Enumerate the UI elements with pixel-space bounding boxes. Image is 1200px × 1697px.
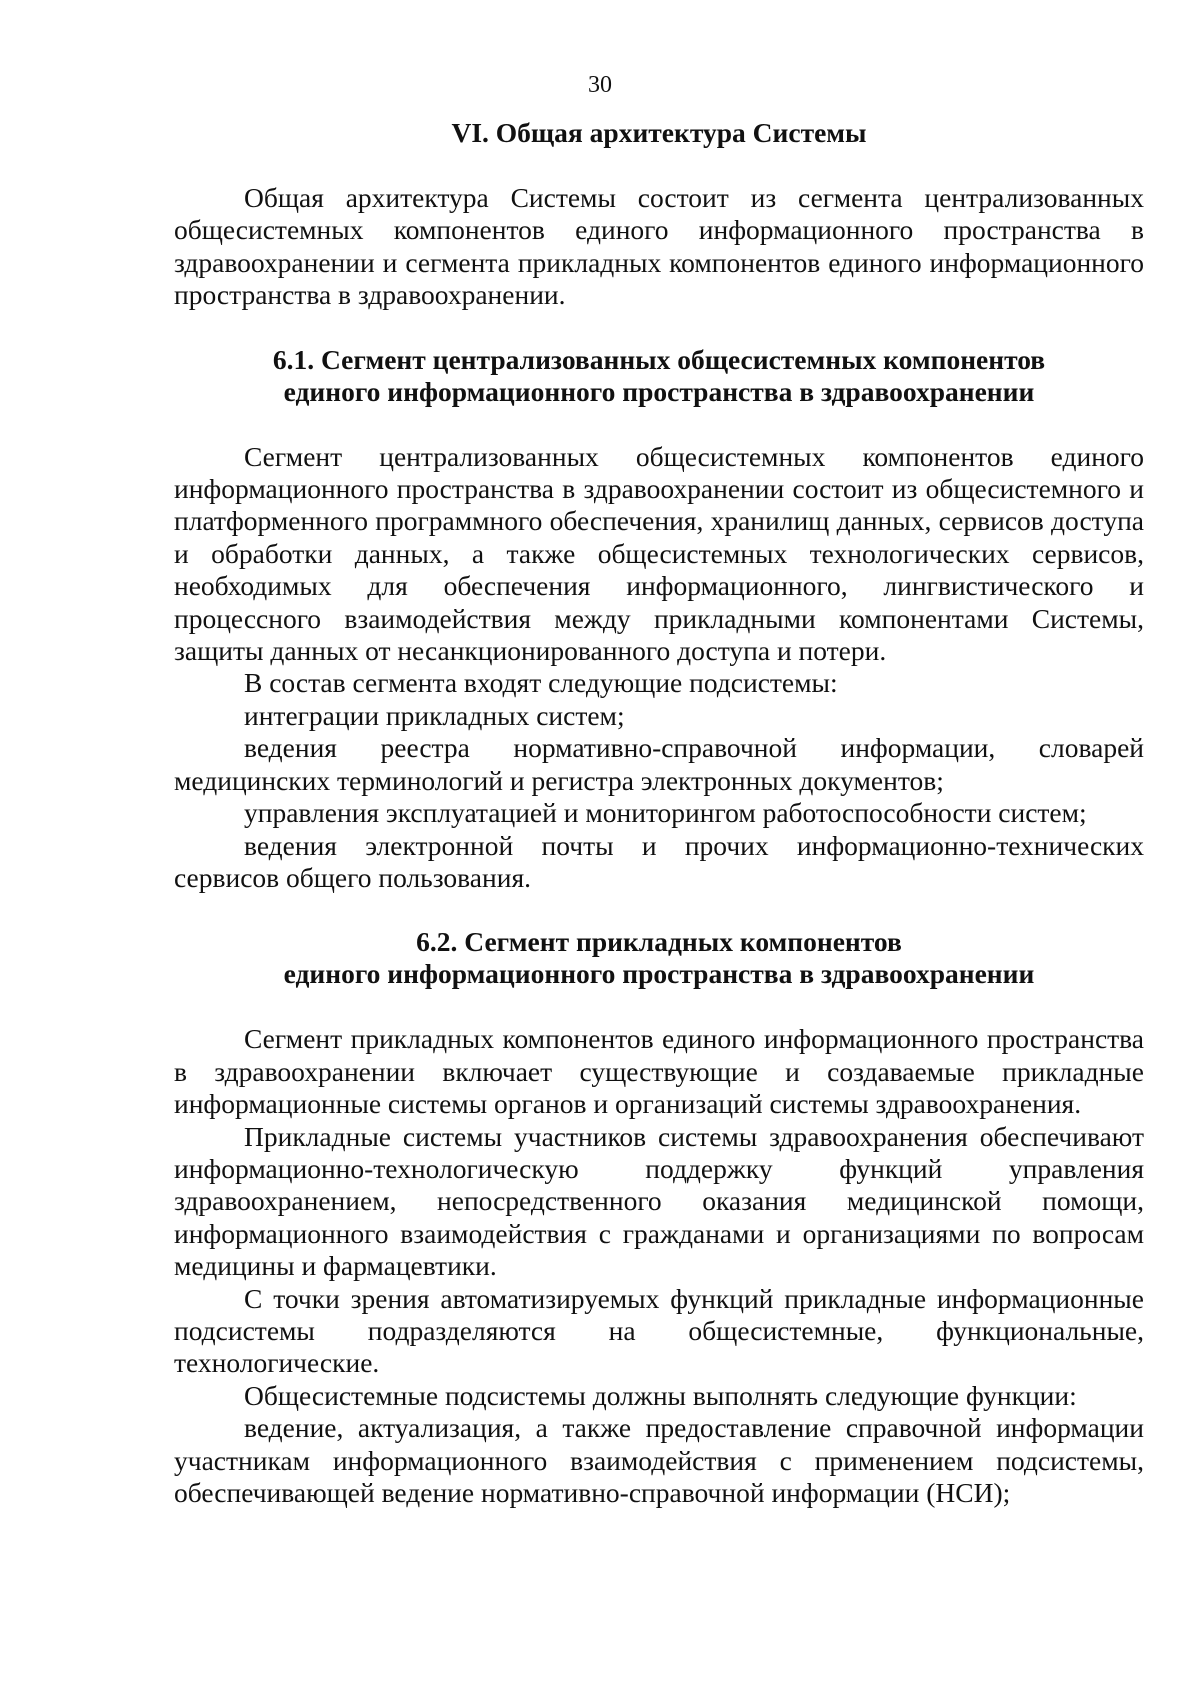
subsection-1-list-item: ведения электронной почты и прочих информационно-технических сервисов общего пользования. bbox=[174, 829, 1144, 893]
subsection-2-paragraph: Сегмент прикладных компонентов единого информационного пространства в здравоохранении включает существующие и создаваемые прикладные информационные системы органов и организаций системы здравоохранения. bbox=[174, 1023, 1144, 1120]
subsection-2-paragraph: Общесистемные подсистемы должны выполнять следующие функции: bbox=[244, 1379, 1077, 1411]
section-title: VI. Общая архитектура Системы bbox=[451, 117, 867, 148]
subsection-1-title-line-1: 6.1. Сегмент централизованных общесистемных компонентов bbox=[272, 343, 1046, 375]
page-number: 30 bbox=[588, 72, 612, 98]
subsection-2-paragraph: С точки зрения автоматизируемых функций прикладные информационные подсистемы подразделяются на общесистемные, функциональные, технологические. bbox=[174, 1282, 1144, 1379]
subsection-1-paragraph: Сегмент централизованных общесистемных компонентов единого информационного пространства в здравоохранении состоит из общесистемного и платформенного программного обеспечения, хранилищ данных, сервисов доступа и обработки данных, а также общесистемных технологических сервисов, необходимых для обеспечения информационного, лингвистического и процессного взаимодействия между прикладными компонентами Системы, защиты данных от несанкционированного доступа и потери. bbox=[174, 440, 1144, 667]
subsection-2-title-line-2: единого информационного пространства в здравоохранении bbox=[283, 958, 1035, 990]
subsection-2-paragraph: ведение, актуализация, а также предоставление справочной информации участникам информационного взаимодействия с применением подсистемы, обеспечивающей ведение нормативно-справочной информации (НСИ); bbox=[174, 1412, 1144, 1508]
subsection-1-list-item: управления эксплуатацией и мониторингом работоспособности систем; bbox=[244, 797, 1087, 829]
subsection-1-title bbox=[174, 344, 1144, 408]
subsection-2-title-line-1: 6.2. Сегмент прикладных компонентов bbox=[416, 926, 902, 958]
subsection-1-list-intro: В состав сегмента входят следующие подсистемы: bbox=[244, 667, 838, 699]
subsection-1-list-item: интеграции прикладных систем; bbox=[244, 699, 625, 731]
subsection-2-paragraph: Прикладные системы участников системы здравоохранения обеспечивают информационно-технологическую поддержку функций управления здравоохранением, непосредственного оказания медицинской помощи, информационного взаимодействия с гражданами и организациями по вопросам медицины и фармацевтики. bbox=[174, 1120, 1144, 1282]
subsection-1-title-line-2: единого информационного пространства в здравоохранении bbox=[283, 375, 1035, 407]
subsection-1-list-item: ведения реестра нормативно-справочной информации, словарей медицинских терминологий и регистра электронных документов; bbox=[174, 732, 1144, 796]
intro-paragraph: Общая архитектура Системы состоит из сегмента централизованных общесистемных компонентов единого информационного пространства в здравоохранении и сегмента прикладных компонентов единого информационного пространства в здравоохранении. bbox=[174, 182, 1144, 311]
subsection-2-title bbox=[174, 926, 1144, 990]
page-content bbox=[174, 117, 1144, 1509]
